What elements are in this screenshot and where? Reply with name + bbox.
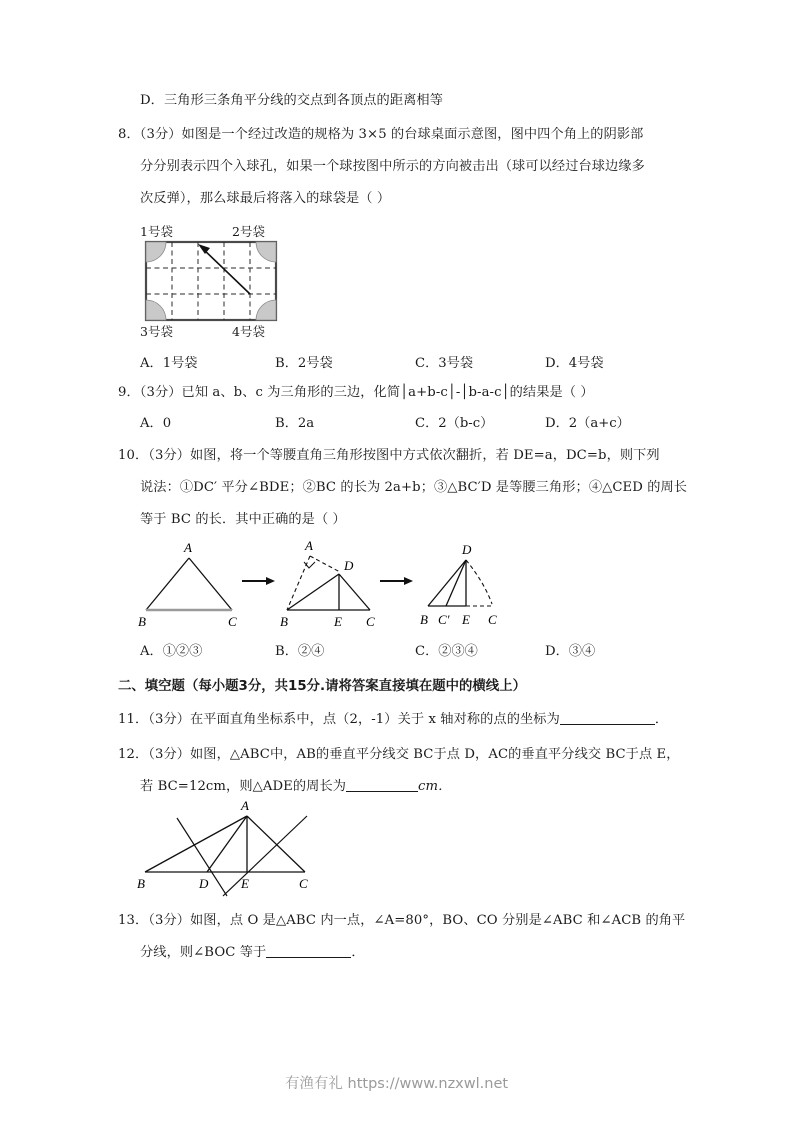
pocket-label-4: 4号袋 bbox=[232, 324, 265, 339]
pocket-label-1: 1号袋 bbox=[140, 224, 173, 239]
label-e: E bbox=[241, 876, 249, 891]
question-11-answer-blank[interactable] bbox=[560, 724, 655, 725]
pocket-label-2: 2号袋 bbox=[232, 224, 265, 239]
question-11-text: 11．（3分）在平面直角坐标系中，点（2，-1）关于 x 轴对称的点的坐标为 bbox=[118, 712, 560, 727]
folding-stage-3 bbox=[420, 542, 497, 627]
q10-option-c[interactable]: C．②③④ bbox=[415, 644, 478, 659]
question-13-period: ． bbox=[351, 945, 365, 960]
svg-text:C: C bbox=[228, 614, 237, 629]
question-9-options bbox=[0, 412, 630, 432]
folding-stage-1 bbox=[138, 540, 237, 629]
question-8-line-2: 分分别表示四个入球孔，如果一个球按图中所示的方向被击出（球可以经过台球边缘多 bbox=[140, 159, 645, 174]
q9-option-c[interactable]: C．2（b-c） bbox=[415, 416, 494, 431]
section-2-heading: 二、填空题（每小题3分，共15分.请将答案直接填在题中的横线上） bbox=[118, 679, 526, 694]
question-10-line-2: 说法：①DC′ 平分∠BDE；②BC 的长为 2a+b；③△BC′D 是等腰三角形；④△CED 的周长 bbox=[140, 480, 688, 495]
triangle-folding-figure bbox=[132, 536, 532, 632]
q10-option-a[interactable]: A．①②③ bbox=[140, 644, 203, 659]
question-11 bbox=[118, 711, 668, 729]
svg-text:B: B bbox=[420, 612, 428, 627]
q8-option-d[interactable]: D．4号袋 bbox=[545, 356, 604, 371]
svg-text:C′: C′ bbox=[438, 612, 450, 627]
question-10-line-1: 10．（3分）如图，将一个等腰直角三角形按图中方式依次翻折，若 DE=a，DC=b，则下列 bbox=[118, 448, 660, 463]
question-11-period: ． bbox=[654, 712, 669, 727]
question-13-line-1: 13．（3分）如图，点 O 是△ABC 内一点，∠A=80°，BO、CO 分别是∠ABC 和∠ACB 的角平 bbox=[118, 913, 686, 928]
svg-text:E: E bbox=[462, 612, 470, 627]
label-d: D bbox=[199, 876, 209, 891]
question-10-options bbox=[0, 640, 620, 660]
question-13-answer-blank[interactable] bbox=[266, 957, 351, 958]
q10-option-b[interactable]: B．②④ bbox=[275, 644, 325, 659]
question-13-text-before: 分线，则∠BOC 等于 bbox=[140, 945, 267, 960]
svg-text:B: B bbox=[280, 614, 288, 629]
question-12-line-2 bbox=[140, 778, 451, 796]
question-12-text-before: 若 BC=12cm，则△ADE的周长为 bbox=[140, 779, 347, 794]
footer-watermark: 有渔有礼 https://www.nzxwl.net bbox=[284, 1076, 509, 1092]
perp-bisector-ac bbox=[223, 816, 307, 896]
question-9-line-1: 9．（3分）已知 a、b、c 为三角形的三边，化简│a+b-c│-│b-a-c│的结果是（ ） bbox=[118, 385, 594, 400]
svg-text:C: C bbox=[366, 614, 375, 629]
label-b: B bbox=[137, 876, 145, 891]
question-8-options bbox=[0, 352, 620, 372]
process-arrow-1 bbox=[242, 577, 275, 585]
segment-ac bbox=[247, 816, 305, 872]
q9-option-d[interactable]: D．2（a+c） bbox=[545, 416, 630, 431]
question-13-line-2 bbox=[140, 944, 365, 962]
question-10-line-3: 等于 BC 的长．其中正确的是（ ） bbox=[140, 512, 346, 527]
table-border bbox=[146, 242, 276, 320]
triangle-bisector-figure bbox=[135, 796, 435, 904]
svg-text:D: D bbox=[462, 542, 472, 557]
svg-text:C: C bbox=[488, 612, 497, 627]
folding-stage-2 bbox=[280, 538, 375, 629]
svg-text:B: B bbox=[138, 614, 146, 629]
process-arrow-2 bbox=[380, 577, 413, 585]
svg-text:E: E bbox=[334, 614, 342, 629]
segment-ba bbox=[145, 816, 247, 872]
segment-ad bbox=[207, 816, 247, 872]
q8-option-a[interactable]: A．1号袋 bbox=[140, 356, 198, 371]
q9-option-b[interactable]: B．2a bbox=[275, 416, 315, 431]
question-12-answer-blank[interactable] bbox=[346, 791, 418, 792]
svg-text:A: A bbox=[305, 538, 313, 553]
question-8-line-1: 8．（3分）如图是一个经过改造的规格为 3×5 的台球桌面示意图，图中四个角上的阴影部 bbox=[118, 127, 644, 142]
q8-option-b[interactable]: B．2号袋 bbox=[275, 356, 333, 371]
q8-option-c[interactable]: C．3号袋 bbox=[415, 356, 474, 371]
q9-option-a[interactable]: A．0 bbox=[140, 416, 172, 431]
q10-option-d[interactable]: D．③④ bbox=[545, 644, 596, 659]
pocket-label-3: 3号袋 bbox=[140, 324, 173, 339]
svg-text:A: A bbox=[184, 540, 192, 555]
label-c: C bbox=[299, 876, 308, 891]
question-12-line-1: 12．（3分）如图，△ABC中，AB的垂直平分线交 BC于点 D，AC的垂直平分线交 BC于点 E， bbox=[118, 747, 680, 762]
question-8-line-3: 次反弹），那么球最后将落入的球袋是（ ） bbox=[140, 191, 391, 206]
question-12-unit: cm． bbox=[418, 779, 452, 794]
question-7-option-d: D．三角形三条角平分线的交点到各顶点的距离相等 bbox=[140, 93, 443, 108]
billiard-table-figure bbox=[128, 222, 318, 340]
label-a: A bbox=[241, 798, 249, 813]
svg-text:D: D bbox=[344, 558, 354, 573]
